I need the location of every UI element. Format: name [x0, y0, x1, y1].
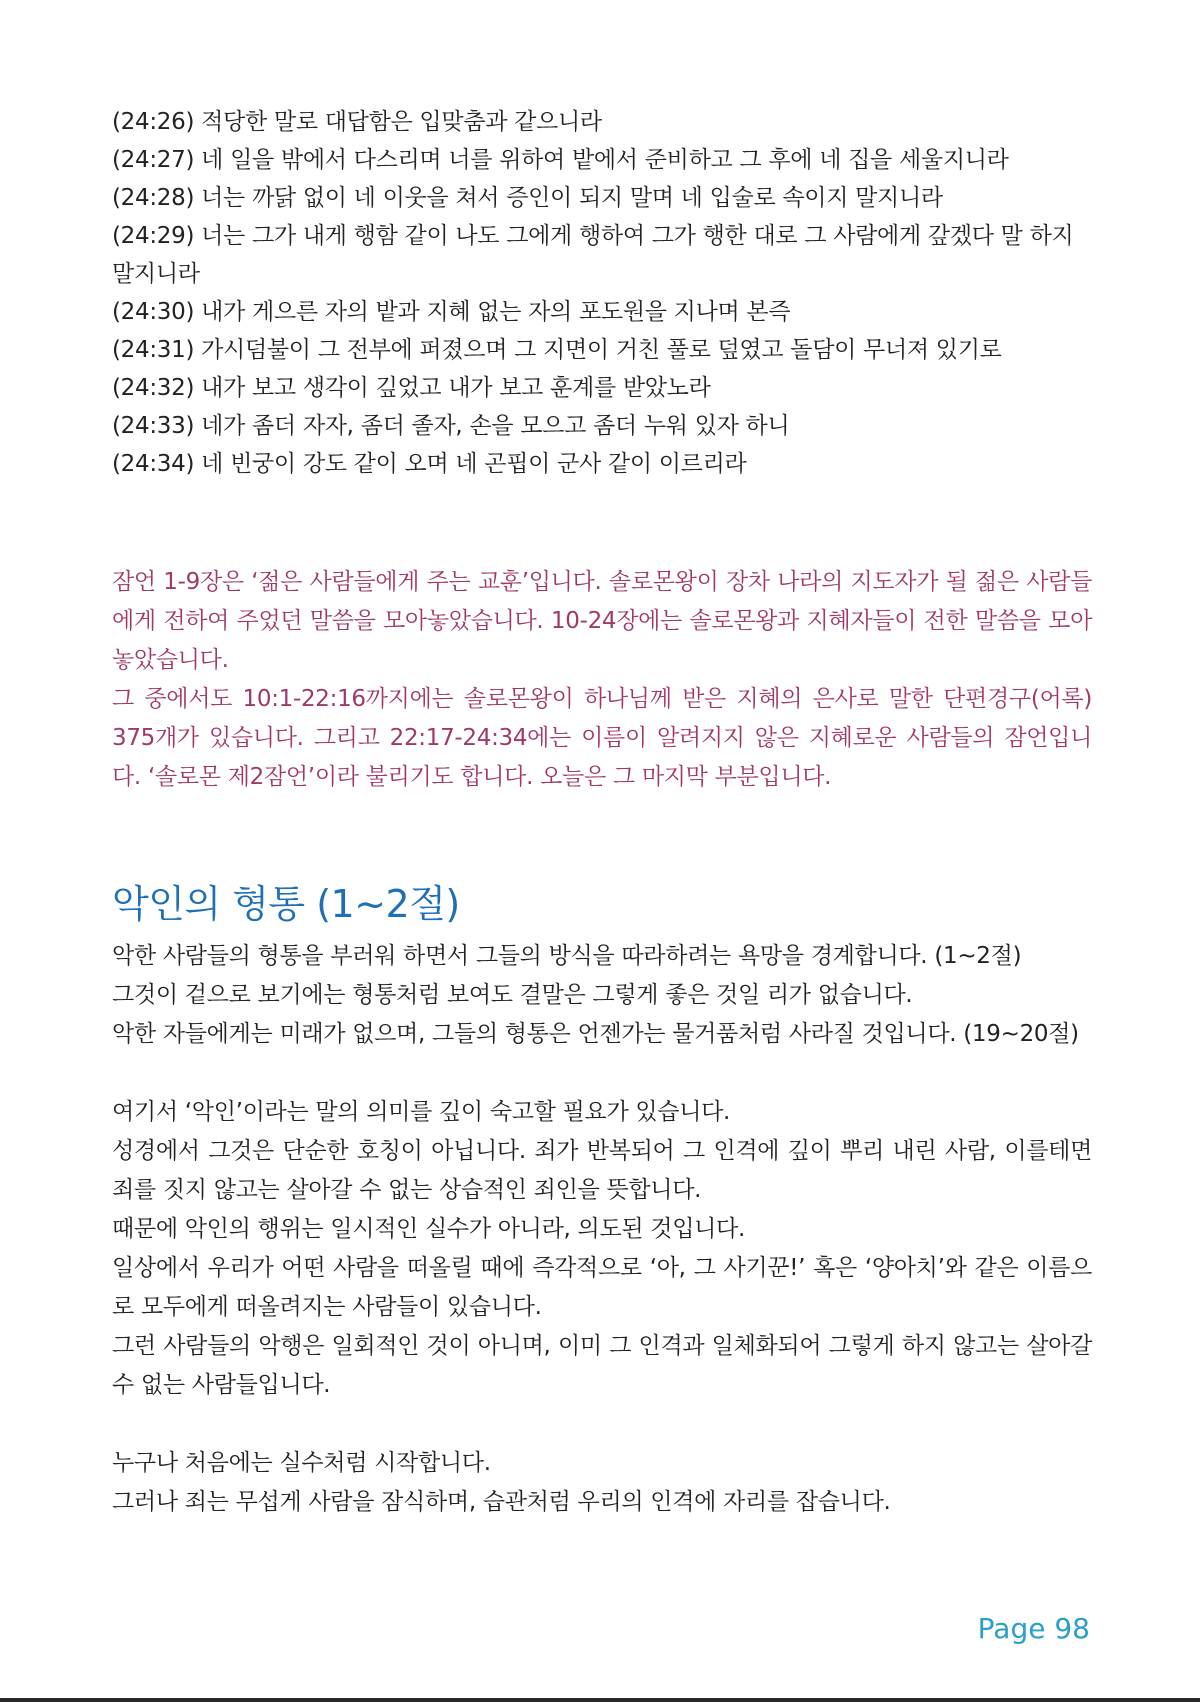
page-content	[112, 103, 1092, 1522]
verse-24-32: (24:32) 내가 보고 생각이 깊었고 내가 보고 훈계를 받았노라	[112, 375, 711, 401]
paragraph-gap	[112, 1054, 1092, 1093]
verse-24-30: (24:30) 내가 게으른 자의 밭과 지혜 없는 자의 포도원을 지나며 본즉	[112, 299, 791, 325]
intro-note	[112, 563, 1092, 797]
body-paragraph: 누구나 처음에는 실수처럼 시작합니다.	[112, 1450, 491, 1476]
body-paragraph: 그런 사람들의 악행은 일회적인 것이 아니며, 이미 그 인격과 일체화되어 그렇게 하지 않고는 살아갈 수 없는 사람들입니다.	[112, 1333, 1092, 1398]
verse-24-28: (24:28) 너는 까닭 없이 네 이웃을 쳐서 증인이 되지 말며 네 입술로 속이지 말지니라	[112, 185, 943, 211]
verse-24-31: (24:31) 가시덤불이 그 전부에 퍼졌으며 그 지면이 거친 풀로 덮였고 돌담이 무너져 있기로	[112, 337, 1002, 363]
verse-24-34: (24:34) 네 빈궁이 강도 같이 오며 네 곤핍이 군사 같이 이르리라	[112, 451, 747, 477]
intro-note-paragraph-2: 그 중에서도 10:1-22:16까지에는 솔로몬왕이 하나님께 받은 지혜의 은사로 말한 단편경구(어록) 375개가 있습니다. 그리고 22:17-24:34에는 이름이 알려지지 않은 지혜로운 사람들의 잠언입니다. ‘솔로몬 제2잠언’이라 불리기도 합니다. 오늘은 그 마지막 부분입니다.	[112, 686, 1092, 790]
body-paragraph: 여기서 ‘악인’이라는 말의 의미를 깊이 숙고할 필요가 있습니다.	[112, 1099, 731, 1125]
verse-24-33: (24:33) 네가 좀더 자자, 좀더 졸자, 손을 모으고 좀더 누워 있자 하니	[112, 413, 790, 439]
bottom-divider	[0, 1698, 1200, 1702]
body-paragraph: 그러나 죄는 무섭게 사람을 잠식하며, 습관처럼 우리의 인격에 자리를 잡습니다.	[112, 1489, 891, 1515]
intro-note-paragraph-1: 잠언 1-9장은 ‘젊은 사람들에게 주는 교훈’입니다. 솔로몬왕이 장차 나라의 지도자가 될 젊은 사람들에게 전하여 주었던 말씀을 모아놓았습니다. 10-24장에는 솔로몬왕과 지혜자들이 전한 말씀을 모아 놓았습니다.	[112, 569, 1092, 673]
section-body	[112, 937, 1092, 1522]
section-title: 악인의 형통 (1~2절)	[112, 882, 460, 926]
body-paragraph: 일상에서 우리가 어떤 사람을 떠올릴 때에 즉각적으로 ‘아, 그 사기꾼!’ 혹은 ‘양아치’와 같은 이름으로 모두에게 떠올려지는 사람들이 있습니다.	[112, 1255, 1092, 1320]
verse-list	[112, 103, 1092, 483]
body-paragraph: 악한 자들에게는 미래가 없으며, 그들의 형통은 언젠가는 물거품처럼 사라질 것입니다. (19~20절)	[112, 1021, 1079, 1047]
verse-24-29: (24:29) 너는 그가 내게 행함 같이 나도 그에게 행하여 그가 행한 대로 그 사람에게 갚겠다 말 하지 말지니라	[112, 223, 1074, 287]
verse-24-27: (24:27) 네 일을 밖에서 다스리며 너를 위하여 밭에서 준비하고 그 후에 네 집을 세울지니라	[112, 147, 1009, 173]
body-paragraph: 그것이 겉으로 보기에는 형통처럼 보여도 결말은 그렇게 좋은 것일 리가 없습니다.	[112, 982, 913, 1008]
paragraph-gap	[112, 1405, 1092, 1444]
body-paragraph: 악한 사람들의 형통을 부러워 하면서 그들의 방식을 따라하려는 욕망을 경계합니다. (1~2절)	[112, 943, 1022, 969]
body-paragraph: 때문에 악인의 행위는 일시적인 실수가 아니라, 의도된 것입니다.	[112, 1216, 745, 1242]
verse-24-26: (24:26) 적당한 말로 대답함은 입맞춤과 같으니라	[112, 109, 602, 135]
body-paragraph: 성경에서 그것은 단순한 호칭이 아닙니다. 죄가 반복되어 그 인격에 깊이 뿌리 내린 사람, 이를테면 죄를 짓지 않고는 살아갈 수 없는 상습적인 죄인을 뜻합니다.	[112, 1138, 1092, 1203]
page-number: Page 98	[977, 1612, 1090, 1645]
